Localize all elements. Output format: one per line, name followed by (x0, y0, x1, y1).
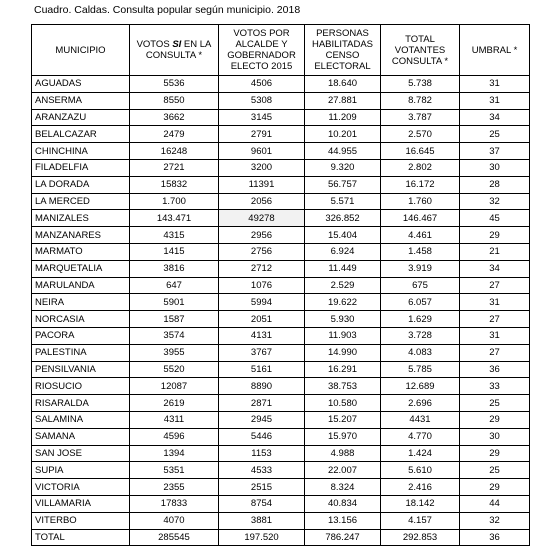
cell-votos-alcalde: 1153 (219, 445, 305, 462)
cell-habilitadas: 10.201 (305, 126, 381, 143)
cell-votos-alcalde: 2871 (219, 395, 305, 412)
cell-municipio: PALESTINA (32, 344, 130, 361)
cell-votos-alcalde: 9601 (219, 143, 305, 160)
table-row (32, 428, 530, 445)
cell-votos-si: 2619 (130, 395, 219, 412)
cell-municipio: PENSILVANIA (32, 361, 130, 378)
table-row (32, 344, 530, 361)
cell-votos-si: 5520 (130, 361, 219, 378)
cell-umbral: 29 (460, 411, 530, 428)
table-row (32, 277, 530, 294)
cell-total-votantes: 2.416 (381, 479, 460, 496)
cell-total-votantes: 16.645 (381, 143, 460, 160)
cell-umbral: 25 (460, 126, 530, 143)
header-habilitadas: PERSONAS HABILITADAS CENSO ELECTORAL (305, 25, 381, 76)
cell-habilitadas: 4.988 (305, 445, 381, 462)
cell-municipio: CHINCHINA (32, 143, 130, 160)
table-row (32, 311, 530, 328)
cell-habilitadas: 15.207 (305, 411, 381, 428)
cell-votos-si: 16248 (130, 143, 219, 160)
cell-total-votantes: 4.083 (381, 344, 460, 361)
header-umbral: UMBRAL * (460, 25, 530, 76)
cell-votos-alcalde: 5308 (219, 92, 305, 109)
table-row (32, 529, 530, 546)
table-row (32, 512, 530, 529)
cell-umbral: 31 (460, 92, 530, 109)
cell-total-votantes: 5.785 (381, 361, 460, 378)
cell-votos-alcalde: 8890 (219, 378, 305, 395)
cell-habilitadas: 8.324 (305, 479, 381, 496)
cell-votos-si: 3574 (130, 327, 219, 344)
cell-votos-si: 3662 (130, 109, 219, 126)
cell-votos-si: 5351 (130, 462, 219, 479)
cell-habilitadas: 6.924 (305, 243, 381, 260)
cell-habilitadas: 326.852 (305, 210, 381, 227)
table-row (32, 176, 530, 193)
cell-umbral: 44 (460, 495, 530, 512)
cell-umbral: 32 (460, 193, 530, 210)
cell-municipio: TOTAL (32, 529, 130, 546)
table-row (32, 495, 530, 512)
table-row (32, 411, 530, 428)
cell-total-votantes: 1.629 (381, 311, 460, 328)
cell-umbral: 45 (460, 210, 530, 227)
cell-municipio: MARMATO (32, 243, 130, 260)
consulta-popular-table (31, 24, 530, 546)
cell-votos-si: 15832 (130, 176, 219, 193)
table-row (32, 294, 530, 311)
table-row (32, 395, 530, 412)
cell-habilitadas: 40.834 (305, 495, 381, 512)
cell-votos-si: 2721 (130, 159, 219, 176)
table-row (32, 126, 530, 143)
table-row (32, 92, 530, 109)
header-votos-si (130, 25, 219, 76)
cell-umbral: 25 (460, 462, 530, 479)
cell-municipio: FILADELFIA (32, 159, 130, 176)
table-row (32, 243, 530, 260)
cell-umbral: 32 (460, 512, 530, 529)
cell-total-votantes: 146.467 (381, 210, 460, 227)
cell-habilitadas: 38.753 (305, 378, 381, 395)
cell-votos-si: 17833 (130, 495, 219, 512)
cell-umbral: 21 (460, 243, 530, 260)
cell-umbral: 27 (460, 344, 530, 361)
cell-habilitadas: 44.955 (305, 143, 381, 160)
table-row (32, 479, 530, 496)
cell-habilitadas: 18.640 (305, 76, 381, 93)
table-row (32, 143, 530, 160)
cell-municipio: VICTORIA (32, 479, 130, 496)
table-row (32, 109, 530, 126)
cell-total-votantes: 1.424 (381, 445, 460, 462)
cell-habilitadas: 2.529 (305, 277, 381, 294)
cell-votos-alcalde: 5161 (219, 361, 305, 378)
cell-umbral: 27 (460, 311, 530, 328)
table-row (32, 210, 530, 227)
cell-votos-alcalde: 5994 (219, 294, 305, 311)
cell-total-votantes: 1.760 (381, 193, 460, 210)
cell-total-votantes: 675 (381, 277, 460, 294)
cell-total-votantes: 1.458 (381, 243, 460, 260)
cell-municipio: VILLAMARIA (32, 495, 130, 512)
cell-umbral: 36 (460, 529, 530, 546)
cell-umbral: 29 (460, 479, 530, 496)
cell-total-votantes: 5.738 (381, 76, 460, 93)
cell-umbral: 33 (460, 378, 530, 395)
cell-votos-alcalde: 2791 (219, 126, 305, 143)
cell-total-votantes: 3.919 (381, 260, 460, 277)
table-row (32, 445, 530, 462)
table-row (32, 193, 530, 210)
cell-municipio: BELALCAZAR (32, 126, 130, 143)
cell-municipio: MARULANDA (32, 277, 130, 294)
cell-habilitadas: 15.970 (305, 428, 381, 445)
cell-municipio: PACORA (32, 327, 130, 344)
cell-votos-alcalde: 11391 (219, 176, 305, 193)
cell-habilitadas: 9.320 (305, 159, 381, 176)
cell-habilitadas: 19.622 (305, 294, 381, 311)
cell-total-votantes: 2.802 (381, 159, 460, 176)
cell-total-votantes: 16.172 (381, 176, 460, 193)
cell-total-votantes: 12.689 (381, 378, 460, 395)
table-row (32, 327, 530, 344)
cell-municipio: SUPIA (32, 462, 130, 479)
header-municipio: MUNICIPIO (32, 25, 130, 76)
cell-habilitadas: 16.291 (305, 361, 381, 378)
cell-votos-si: 4596 (130, 428, 219, 445)
cell-total-votantes: 8.782 (381, 92, 460, 109)
cell-votos-si: 5901 (130, 294, 219, 311)
cell-votos-alcalde: 3145 (219, 109, 305, 126)
cell-municipio: LA MERCED (32, 193, 130, 210)
cell-municipio: RISARALDA (32, 395, 130, 412)
table-caption: Cuadro. Caldas. Consulta popular según municipio. 2018 (34, 4, 301, 16)
cell-votos-alcalde: 5446 (219, 428, 305, 445)
cell-votos-si: 143.471 (130, 210, 219, 227)
cell-umbral: 31 (460, 76, 530, 93)
cell-votos-si: 12087 (130, 378, 219, 395)
cell-votos-alcalde: 8754 (219, 495, 305, 512)
cell-votos-alcalde: 4506 (219, 76, 305, 93)
table-body (32, 76, 530, 546)
table-row (32, 361, 530, 378)
cell-habilitadas: 786.247 (305, 529, 381, 546)
cell-votos-alcalde: 2515 (219, 479, 305, 496)
cell-votos-si: 647 (130, 277, 219, 294)
cell-habilitadas: 11.903 (305, 327, 381, 344)
table-row (32, 378, 530, 395)
table-row (32, 227, 530, 244)
cell-total-votantes: 292.853 (381, 529, 460, 546)
cell-votos-si: 1.700 (130, 193, 219, 210)
cell-total-votantes: 2.570 (381, 126, 460, 143)
cell-total-votantes: 4.157 (381, 512, 460, 529)
header-total-votantes: TOTAL VOTANTES CONSULTA * (381, 25, 460, 76)
cell-habilitadas: 22.007 (305, 462, 381, 479)
cell-total-votantes: 4431 (381, 411, 460, 428)
cell-municipio: AGUADAS (32, 76, 130, 93)
cell-total-votantes: 2.696 (381, 395, 460, 412)
cell-votos-si: 3955 (130, 344, 219, 361)
table-row (32, 159, 530, 176)
cell-votos-si: 2355 (130, 479, 219, 496)
cell-votos-si: 2479 (130, 126, 219, 143)
cell-habilitadas: 14.990 (305, 344, 381, 361)
cell-municipio: ARANZAZU (32, 109, 130, 126)
cell-municipio: SAMANA (32, 428, 130, 445)
cell-umbral: 37 (460, 143, 530, 160)
cell-habilitadas: 27.881 (305, 92, 381, 109)
cell-municipio: NORCASIA (32, 311, 130, 328)
cell-total-votantes: 4.770 (381, 428, 460, 445)
cell-votos-alcalde: 3767 (219, 344, 305, 361)
cell-total-votantes: 3.728 (381, 327, 460, 344)
cell-municipio: ANSERMA (32, 92, 130, 109)
cell-habilitadas: 15.404 (305, 227, 381, 244)
cell-total-votantes: 18.142 (381, 495, 460, 512)
cell-municipio: MANIZALES (32, 210, 130, 227)
header-votos-si-post: EN LA CONSULTA * (145, 39, 212, 61)
cell-umbral: 30 (460, 428, 530, 445)
cell-votos-alcalde: 2956 (219, 227, 305, 244)
cell-votos-si: 285545 (130, 529, 219, 546)
cell-habilitadas: 13.156 (305, 512, 381, 529)
cell-votos-alcalde: 4131 (219, 327, 305, 344)
cell-umbral: 25 (460, 395, 530, 412)
cell-municipio: LA DORADA (32, 176, 130, 193)
cell-habilitadas: 11.209 (305, 109, 381, 126)
table-row (32, 462, 530, 479)
cell-votos-alcalde: 2712 (219, 260, 305, 277)
cell-municipio: MARQUETALIA (32, 260, 130, 277)
cell-total-votantes: 6.057 (381, 294, 460, 311)
cell-total-votantes: 5.610 (381, 462, 460, 479)
cell-municipio: VITERBO (32, 512, 130, 529)
cell-umbral: 29 (460, 227, 530, 244)
table-row (32, 76, 530, 93)
cell-municipio: SAN JOSE (32, 445, 130, 462)
cell-total-votantes: 3.787 (381, 109, 460, 126)
cell-umbral: 29 (460, 445, 530, 462)
cell-votos-si: 4315 (130, 227, 219, 244)
cell-umbral: 27 (460, 277, 530, 294)
cell-votos-si: 4070 (130, 512, 219, 529)
cell-votos-si: 1587 (130, 311, 219, 328)
cell-municipio: SALAMINA (32, 411, 130, 428)
cell-habilitadas: 10.580 (305, 395, 381, 412)
table-header-row (32, 25, 530, 76)
cell-votos-alcalde: 3881 (219, 512, 305, 529)
cell-votos-alcalde: 197.520 (219, 529, 305, 546)
cell-umbral: 30 (460, 159, 530, 176)
cell-umbral: 34 (460, 260, 530, 277)
cell-municipio: RIOSUCIO (32, 378, 130, 395)
cell-votos-si: 5536 (130, 76, 219, 93)
header-votos-si-pre: VOTOS (136, 39, 173, 50)
cell-umbral: 36 (460, 361, 530, 378)
cell-umbral: 34 (460, 109, 530, 126)
cell-votos-si: 4311 (130, 411, 219, 428)
cell-votos-alcalde: 4533 (219, 462, 305, 479)
cell-votos-alcalde: 49278 (219, 210, 305, 227)
cell-votos-alcalde: 2051 (219, 311, 305, 328)
cell-votos-si: 3816 (130, 260, 219, 277)
cell-habilitadas: 5.930 (305, 311, 381, 328)
cell-votos-alcalde: 2945 (219, 411, 305, 428)
cell-votos-alcalde: 3200 (219, 159, 305, 176)
cell-votos-si: 1415 (130, 243, 219, 260)
cell-habilitadas: 56.757 (305, 176, 381, 193)
cell-umbral: 28 (460, 176, 530, 193)
cell-votos-alcalde: 2056 (219, 193, 305, 210)
header-votos-si-emphasis: SI (172, 39, 182, 50)
cell-votos-si: 1394 (130, 445, 219, 462)
cell-umbral: 31 (460, 327, 530, 344)
cell-total-votantes: 4.461 (381, 227, 460, 244)
table-row (32, 260, 530, 277)
cell-votos-si: 8550 (130, 92, 219, 109)
cell-votos-alcalde: 1076 (219, 277, 305, 294)
header-votos-alcalde: VOTOS POR ALCALDE Y GOBERNADOR ELECTO 2015 (219, 25, 305, 76)
cell-umbral: 31 (460, 294, 530, 311)
cell-votos-alcalde: 2756 (219, 243, 305, 260)
cell-municipio: NEIRA (32, 294, 130, 311)
cell-habilitadas: 11.449 (305, 260, 381, 277)
cell-habilitadas: 5.571 (305, 193, 381, 210)
cell-municipio: MANZANARES (32, 227, 130, 244)
